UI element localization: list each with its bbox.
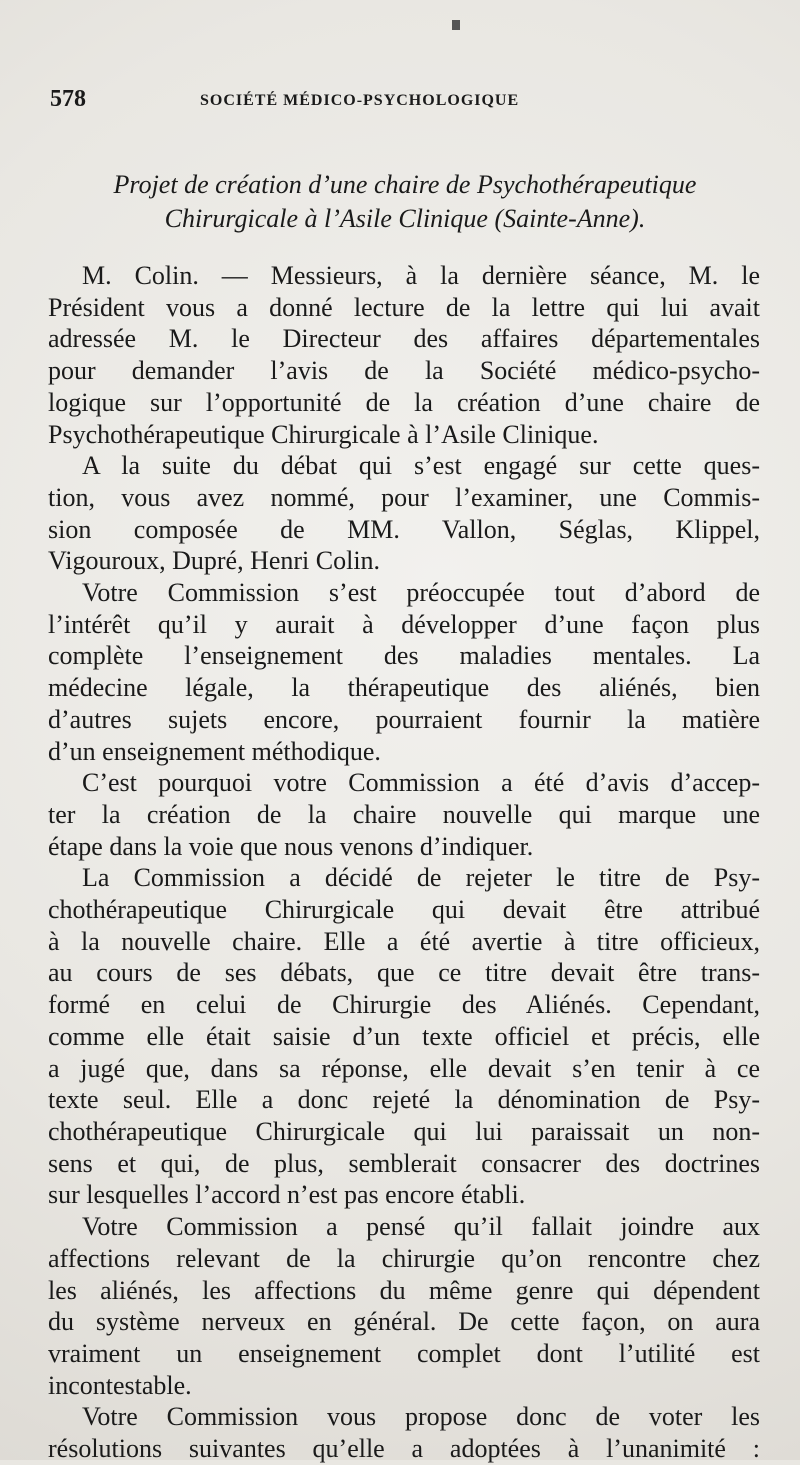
text-line: sion composée de MM. Vallon, Séglas, Klippel,	[48, 514, 760, 544]
text-line: vraiment un enseignement complet dont l’utilité est	[48, 1338, 760, 1368]
print-mark	[452, 20, 460, 30]
text-line: tion, vous avez nommé, pour l’examiner, une Commis-	[48, 482, 760, 512]
text-line: Votre Commission s’est préoccupée tout d’abord de	[82, 578, 760, 608]
text-line: Psychothérapeutique Chirurgicale à l’Asile Clinique.	[48, 419, 599, 449]
text-line: formé en celui de Chirurgie des Aliénés. Cependant,	[48, 990, 760, 1020]
article-title-line-1: Projet de création d’une chaire de Psychothérapeutique	[113, 170, 697, 199]
text-line: d’un enseignement méthodique.	[48, 736, 381, 766]
article-title-line-2: Chirurgicale à l’Asile Clinique (Sainte-Anne).	[164, 204, 646, 233]
text-line: complète l’enseignement des maladies mentales. La	[48, 641, 760, 671]
text-line: Votre Commission vous propose donc de voter les	[82, 1402, 760, 1432]
text-line: chothérapeutique Chirurgicale qui lui paraissait un non-	[48, 1116, 760, 1146]
text-line: du système nerveux en général. De cette façon, on aura	[48, 1307, 760, 1337]
body-text	[48, 260, 760, 1465]
running-header	[50, 86, 740, 120]
text-line: à la nouvelle chaire. Elle a été avertie à titre officieux,	[48, 926, 760, 956]
text-line: A la suite du débat qui s’est engagé sur cette ques-	[82, 451, 760, 481]
text-line: Président vous a donné lecture de la lettre qui lui avait	[48, 292, 760, 322]
text-line: a jugé que, dans sa réponse, elle devait s’en tenir à ce	[48, 1053, 760, 1083]
text-line: affections relevant de la chirurgie qu’on rencontre chez	[48, 1243, 760, 1273]
text-line: logique sur l’opportunité de la création d’une chaire de	[48, 387, 760, 417]
text-line: sur lesquelles l’accord n’est pas encore établi.	[48, 1180, 526, 1210]
text-line: l’intérêt qu’il y aurait à développer d’une façon plus	[48, 609, 760, 639]
text-line: au cours de ses débats, que ce titre devait être trans-	[48, 958, 760, 988]
text-line: M. Colin. — Messieurs, à la dernière séance, M. le	[82, 261, 760, 290]
article-title	[40, 168, 770, 236]
running-title: SOCIÉTÉ MÉDICO-PSYCHOLOGIQUE	[200, 92, 520, 109]
text-line: texte seul. Elle a donc rejeté la dénomination de Psy-	[48, 1085, 760, 1115]
text-line: comme elle était saisie d’un texte officiel et précis, elle	[48, 1021, 760, 1051]
text-line: La Commission a décidé de rejeter le titre de Psy-	[82, 863, 760, 893]
text-line: résolutions suivantes qu’elle a adoptées à l’unanimité :	[48, 1434, 760, 1464]
text-line: incontestable.	[48, 1370, 192, 1400]
text-line: étape dans la voie que nous venons d’indiquer.	[48, 831, 534, 861]
page-number: 578	[50, 86, 86, 112]
text-line: sens et qui, de plus, semblerait consacrer des doctrines	[48, 1148, 760, 1178]
text-line: Vigouroux, Dupré, Henri Colin.	[48, 546, 381, 576]
text-line: les aliénés, les affections du même genre qui dépendent	[48, 1275, 760, 1305]
text-line: médecine légale, la thérapeutique des aliénés, bien	[48, 673, 760, 703]
text-line: chothérapeutique Chirurgicale qui devait être attribué	[48, 895, 760, 925]
text-line: Votre Commission a pensé qu’il fallait joindre aux	[82, 1212, 760, 1242]
text-line: C’est pourquoi votre Commission a été d’avis d’accep-	[82, 768, 760, 798]
text-line: pour demander l’avis de la Société médico-psycho-	[48, 356, 760, 386]
text-line: d’autres sujets encore, pourraient fournir la matière	[48, 704, 760, 734]
text-line: adressée M. le Directeur des affaires départementales	[48, 324, 760, 354]
text-line: ter la création de la chaire nouvelle qui marque une	[48, 799, 760, 829]
